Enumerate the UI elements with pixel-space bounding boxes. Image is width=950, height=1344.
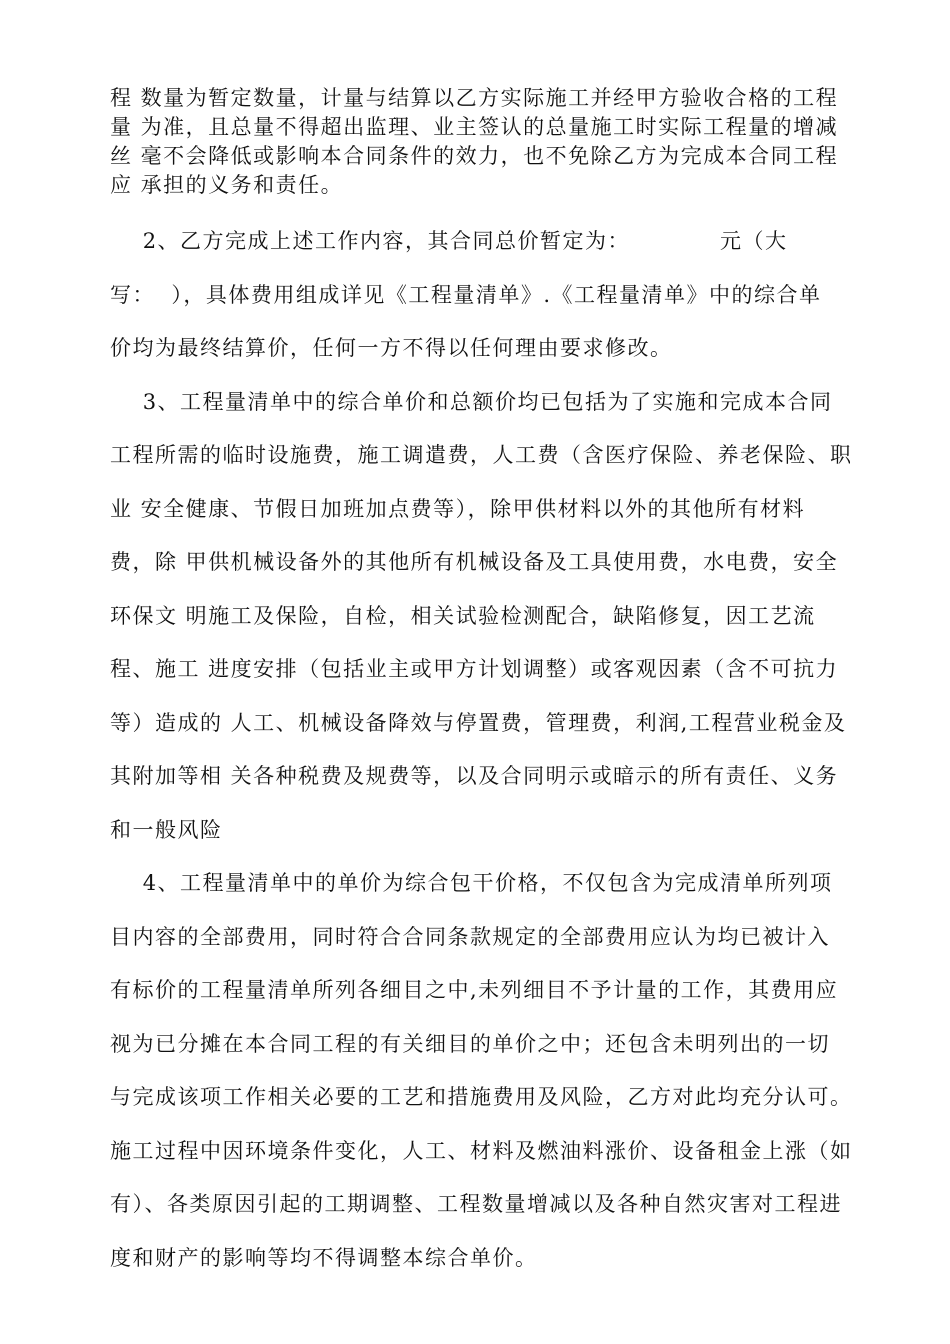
text-line: 4、工程量清单中的单价为综合包干价格，不仅包含为完成清单所列项 [110,871,833,895]
text-line: 环保文 明施工及保险，自检，相关试验检测配合，缺陷修复，因工艺流 [110,603,816,628]
text-line: 和一般风险 [110,817,223,842]
text-line: 2、乙方完成上述工作内容，其合同总价暂定为： 元（大 [110,229,788,253]
text-line: 工程所需的临时设施费，施工调遣费，人工费（含医疗保险、养老保险、职 [110,443,853,467]
document-page [110,84,855,1285]
text-line: 有）、各类原因引起的工期调整、工程数量增减以及各种自然灾害对工程进 [110,1192,842,1216]
text-line: 写： ），具体费用组成详见《工程量清单》.《工程量清单》中的综合单 [110,282,822,307]
text-line: 视为已分摊在本合同工程的有关细目的单价之中；还包含未明列出的一切 [110,1031,830,1056]
text-line: 量 为准，且总量不得超出监理、业主签认的总量施工时实际工程量的增减 [110,115,839,139]
text-line: 价均为最终结算价，任何一方不得以任何理由要求修改。 [110,336,673,360]
clause-3-paragraph [110,376,855,858]
text-line: 业 安全健康、节假日加班加点费等），除甲供材料以外的其他所有材料 [110,496,806,521]
text-line: 目内容的全部费用，同时符合合同条款规定的全部费用应认为均已被计入 [110,924,830,949]
text-line: 丝 毫不会降低或影响本合同条件的效力，也不免除乙方为完成本合同工程 [110,144,839,168]
text-line: 程、施工 进度安排（包括业主或甲方计划调整）或客观因素（含不可抗力 [110,657,839,681]
text-line: 费，除 甲供机械设备外的其他所有机械设备及工具使用费，水电费，安全 [110,550,839,574]
text-line: 应 承担的义务和责任。 [110,173,344,197]
clause-4-paragraph [110,857,855,1285]
text-line: 等）造成的 人工、机械设备降效与停置费，管理费，利润,工程营业税金及 [110,710,847,735]
text-line: 施工过程中因环境条件变化，人工、材料及燃油料涨价、设备租金上涨（如 [110,1138,853,1163]
text-line: 有标价的工程量清单所列各细目之中,未列细目不予计量的工作，其费用应 [110,978,839,1002]
text-line: 与完成该项工作相关必要的工艺和措施费用及风险，乙方对此均充分认可。 [110,1085,853,1109]
text-line: 3、工程量清单中的综合单价和总额价均已包括为了实施和完成本合同 [110,389,833,414]
continued-paragraph [110,84,855,200]
text-line: 其附加等相 关各种税费及规费等，以及合同明示或暗示的所有责任、义务 [110,764,839,788]
text-line: 程 数量为暂定数量，计量与结算以乙方实际施工并经甲方验收合格的工程 [110,86,839,110]
text-line: 度和财产的影响等均不得调整本综合单价。 [110,1245,538,1270]
clause-2-paragraph [110,215,855,376]
